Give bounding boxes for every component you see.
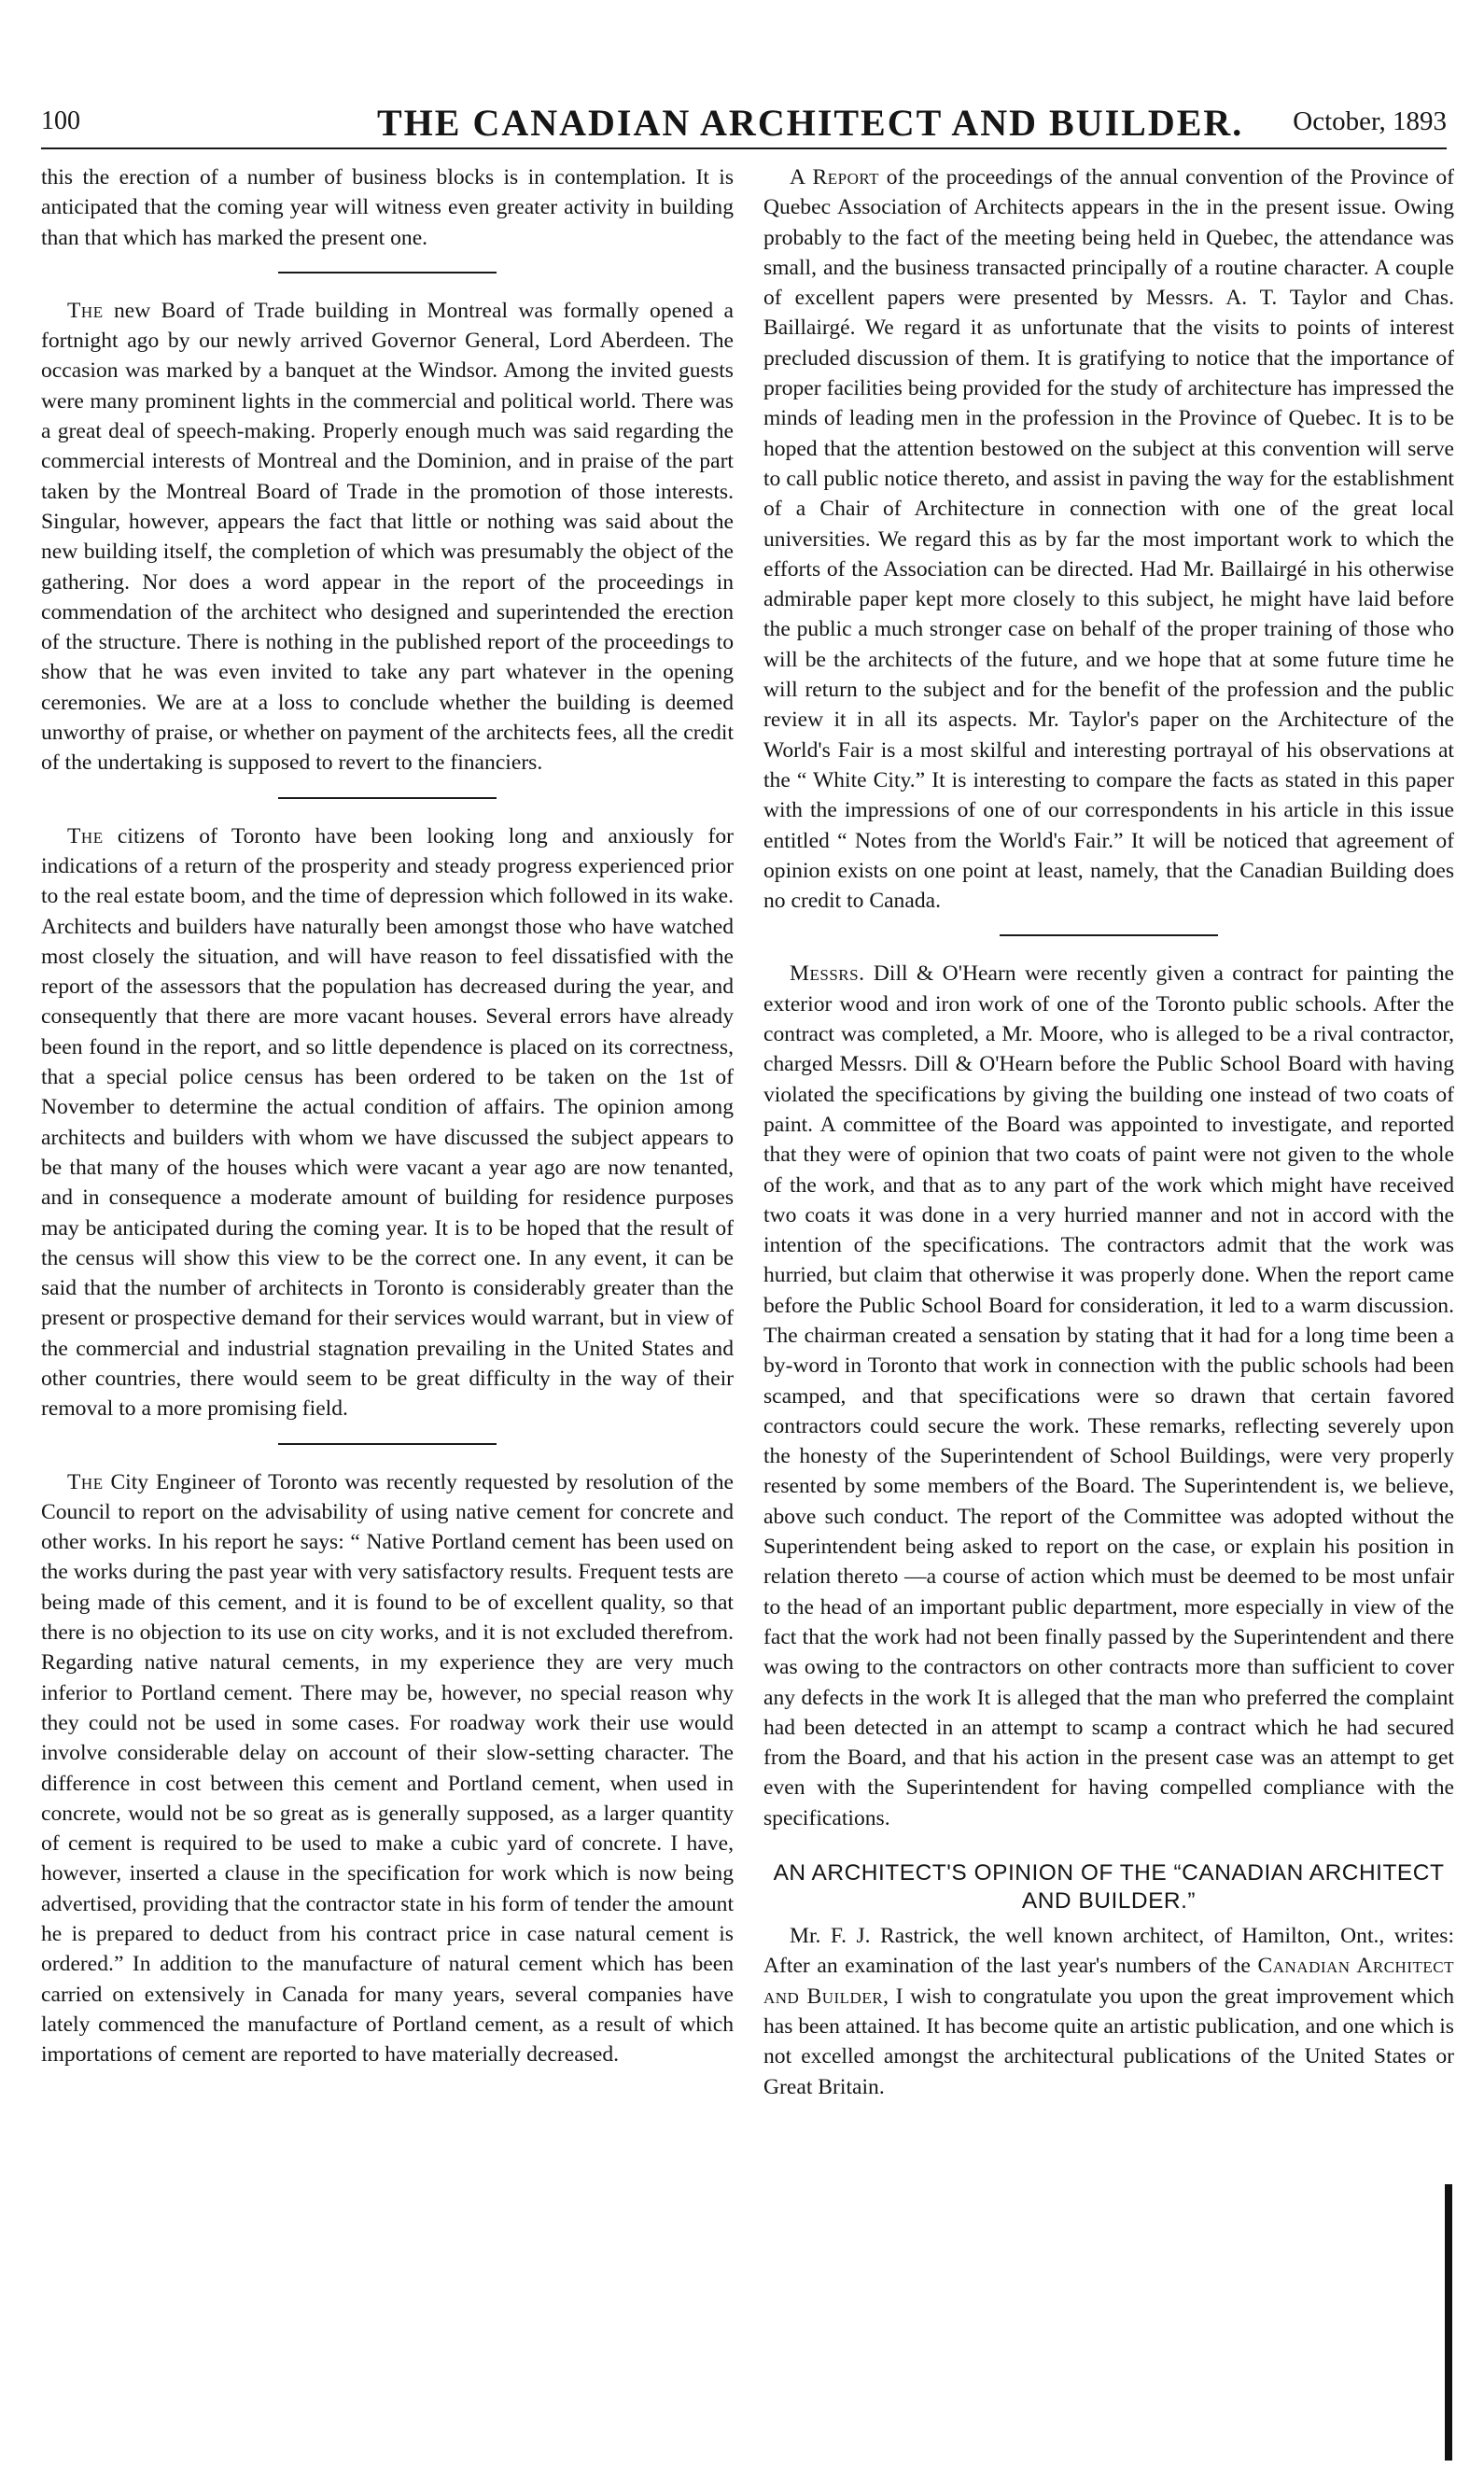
paragraph-painting-contract	[763, 959, 1454, 1833]
paragraph-board-of-trade	[41, 296, 734, 778]
section-divider	[278, 1443, 497, 1445]
journal-name: Canadian Architect and Builder	[763, 1954, 1454, 2009]
paragraph-lead-in: The	[67, 823, 104, 848]
paragraph-body: Dill & O'Hearn were recently given a contract for painting the exterior wood and iron work of one of the Toronto public schools. After the contract was completed, a Mr. Moore, who is alleged to be a rival contractor, charged Messrs. Dill & O'Hearn before the Public School Board with having violated the specifications by giving the building one instead of two coats of paint. A committee of the Board was appointed to investigate, and reported that they were of opinion that two coats of paint were not given to the whole of the work, and that as to any part of the work which might have received two coats it was done in a very hurried manner and not in accord with the intention of the specifications. The contractors admit that the work was hurried, but claim that otherwise it was properly done. When the report came before the Public School Board for consideration, it led to a warm discussion. The chairman created a sensation by stating that it had for a long time been a by-word in Toronto that work in connection with the public schools had been scamped, and that specifications were so drawn that certain favored contractors could secure the work. These remarks, reflecting severely upon the honesty of the Superintendent of School Buildings, were very properly resented by some members of the Board. The Superintendent is, we believe, above such conduct. The report of the Committee was adopted without the Superintendent being asked to report on the case, or explain his position in relation thereto —a course of action which must be deemed to be most unfair to the head of an important public department, more especially in view of the fact that the work had not been finally passed by the Superintendent and there was owing to the contractors on other contracts more than sufficient to cover any defects in the work It is alleged that the man who preferred the complaint had been detected in an attempt to scamp a contract which he had secured from the Board, and that his action in the present case was an attempt to get even with the Superintendent for having compelled compliance with the specifications.	[763, 961, 1454, 1830]
right-column	[763, 162, 1454, 2102]
paragraph-quebec-convention	[763, 162, 1454, 916]
paragraph-body: City Engineer of Toronto was recently requested by resolution of the Council to report on the advisability of using native cement for concrete and other works. In his report he says: “ Native Portland cement has been used on the works during the past year with very satisfactory results. Frequent tests are being made of this cement, and it is found to be of excellent quality, so that there is no objection to its use on city works, and it is not excluded therefrom. Regarding native natural cements, in my experience they are very much inferior to Portland cement. There may be, however, no special reason why they could not be used in some cases. For roadway work their use would involve considerable delay on account of their slow-setting character. The difference in cost between this cement and Portland cement, when used in concrete, would not be so great as is generally supposed, as a larger quantity of cement is required to be used to make a cubic yard of concrete. I have, however, inserted a clause in the specification for work which is now being advertised, providing that the contractor state in his form of tender the amount he is prepared to deduct from his contract price in case natural cement is ordered.” In addition to the manufacture of natural cement which has been carried on extensively in Canada for many years, several companies have lately commenced the manufacture of Portland cement, as a result of which importations of cement are reported to have materially decreased.	[41, 1469, 734, 2068]
paragraph-body: , I wish to congratulate you upon the great improvement which has been attained. It has become quite an artistic publication, and one which is not excelled amongst the architectural publications of the United States or Great Britain.	[763, 1984, 1454, 2099]
paragraph-lead-in: The	[67, 1469, 104, 1494]
section-divider	[278, 272, 497, 273]
paragraph-lead-in: The	[67, 298, 104, 323]
masthead-title: THE CANADIAN ARCHITECT AND BUILDER.	[377, 102, 1244, 144]
paragraph-continued: this the erection of a number of business blocks is in contemplation. It is anticipated that the coming year will witness even greater activity in building than that which has marked the present one.	[41, 165, 734, 250]
paragraph-lead-in: A Report	[790, 165, 880, 189]
paragraph-body: new Board of Trade building in Montreal was formally opened a fortnight ago by our newly arrived Governor General, Lord Aberdeen. The occasion was marked by a banquet at the Windsor. Among the invited guests were many prominent lights in the commercial and political world. There was a great deal of speech-making. Properly enough much was said regarding the commercial interests of Montreal and the Dominion, and in praise of the part taken by the Montreal Board of Trade in the promotion of those interests. Singular, however, appears the fact that little or nothing was said about the new building itself, the completion of which was presumably the object of the gathering. Nor does a word appear in the report of the proceedings in commendation of the architect who designed and superintended the erection of the structure. There is nothing in the published report of the proceedings to show that he was even invited to take any part whatever in the opening ceremonies. We are at a loss to conclude whether the building is deemed unworthy of praise, or whether on payment of the architects fees, all the credit of the undertaking is supposed to revert to the financiers.	[41, 298, 734, 776]
paragraph-body: of the proceedings of the annual convention of the Province of Quebec Association of Architects appears in the in the present issue. Owing probably to the fact of the meeting being held in Quebec, the attendance was small, and the business transacted principally of a routine character. A couple of excellent papers were presented by Messrs. A. T. Taylor and Chas. Baillairgé. We regard it as unfortunate that the visits to points of interest precluded discussion of them. It is gratifying to notice that the importance of proper facilities being provided for the study of architecture has impressed the minds of leading men in the profession in the Province of Quebec. It is to be hoped that the attention bestowed on the subject at this convention will serve to call public notice thereto, and assist in paving the way for the establishment of a Chair of Architecture in connection with one of the great local universities. We regard this as by far the most important work to which the efforts of the Association can be directed. Had Mr. Baillairgé in his otherwise admirable paper kept more closely to this subject, he might have laid before the public a much stronger case on behalf of the proper training of those who will be the architects of the future, and we hope that at some future time he will return to the subject and for the benefit of the profession and the public review it in all its aspects. Mr. Taylor's paper on the Architecture of the World's Fair is a most skilful and interesting portrayal of his observations at the “ White City.” It is interesting to compare the facts as stated in this paper with the impressions of one of our correspondents in his article in this issue entitled “ Notes from the World's Fair.” It will be noticed that agreement of opinion exists on one point at least, namely, that the Canadian Building does no credit to Canada.	[763, 165, 1454, 914]
paragraph-rastrick-letter	[763, 1921, 1454, 2102]
paragraph-body: citizens of Toronto have been looking long and anxiously for indications of a return of the prosperity and steady progress experienced prior to the real estate boom, and the time of depression which followed in its wake. Architects and builders have naturally been amongst those who have watched most closely the situation, and will have reason to feel dissatisfied with the report of the assessors that the population has decreased during the year, and consequently that there are more vacant houses. Several errors have already been found in the report, and so little dependence is placed on its correctness, that a special police census has been ordered to be taken on the 1st of November to determine the actual condition of affairs. The opinion among architects and builders with whom we have discussed the subject appears to be that many of the houses which were vacant a year ago are now tenanted, and in consequence a moderate amount of building for residence purposes may be anticipated during the coming year. It is to be hoped that the result of the census will show this view to be the correct one. In any event, it can be said that the number of architects in Toronto is considerably greater than the present or prospective demand for their services would warrant, but in view of the commercial and industrial stagnation prevailing in the United States and other countries, there would seem to be great difficulty in the way of their removal to a more promising field.	[41, 823, 734, 1422]
paragraph-lead-in: Messrs.	[790, 961, 865, 987]
paragraph-body: Mr. F. J. Rastrick, the well known architect, of Hamilton, Ont., writes: After an examination of the last year's numbers of the	[763, 1924, 1454, 1979]
left-column	[41, 162, 734, 2070]
paragraph-native-cement	[41, 1467, 734, 2070]
paragraph-toronto-census	[41, 821, 734, 1424]
page-header	[41, 101, 1447, 149]
issue-date: October, 1893	[1293, 106, 1447, 136]
page-edge-bar	[1445, 2184, 1452, 2461]
section-divider	[1000, 934, 1218, 936]
article-heading: AN ARCHITECT'S OPINION OF THE “CANADIAN ARCHITECT AND BUILDER.”	[773, 1860, 1445, 1914]
section-divider	[278, 797, 497, 799]
page-number: 100	[41, 106, 80, 135]
